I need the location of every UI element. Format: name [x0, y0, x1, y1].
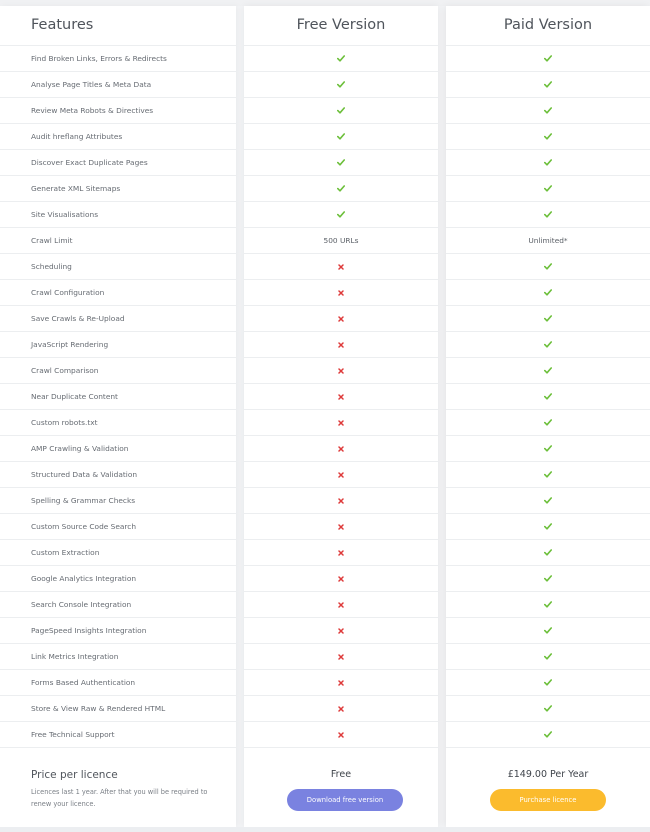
check-icon — [543, 210, 553, 220]
feature-row: Find Broken Links, Errors & Redirects — [0, 46, 236, 72]
paid-crawl-limit-value: Unlimited* — [528, 236, 568, 245]
free-cell — [244, 488, 438, 514]
free-price: Free — [330, 769, 352, 780]
feature-row: Forms Based Authentication — [0, 670, 236, 696]
paid-cell — [446, 124, 650, 150]
free-cell — [244, 566, 438, 592]
download-free-version-button[interactable]: Download free version — [287, 789, 403, 811]
cross-icon — [336, 314, 346, 324]
cross-icon — [336, 600, 346, 610]
check-icon — [543, 652, 553, 662]
check-icon — [543, 470, 553, 480]
check-icon — [543, 158, 553, 168]
check-icon — [543, 704, 553, 714]
pricing-footer-free — [244, 748, 438, 828]
paid-cell — [446, 254, 650, 280]
feature-row: Generate XML Sitemaps — [0, 176, 236, 202]
check-icon — [543, 678, 553, 688]
feature-row: Free Technical Support — [0, 722, 236, 748]
paid-cell — [446, 384, 650, 410]
check-icon — [543, 132, 553, 142]
paid-cell — [446, 488, 650, 514]
check-icon — [336, 210, 346, 220]
free-cell — [244, 462, 438, 488]
cross-icon — [336, 574, 346, 584]
free-cell — [244, 410, 438, 436]
feature-row: Crawl Configuration — [0, 280, 236, 306]
free-cell — [244, 202, 438, 228]
paid-cell — [446, 150, 650, 176]
paid-version-column — [446, 6, 650, 827]
paid-cell — [446, 410, 650, 436]
check-icon — [543, 444, 553, 454]
free-cell — [244, 280, 438, 306]
pricing-footer-features — [0, 748, 236, 828]
feature-row: Review Meta Robots & Directives — [0, 98, 236, 124]
check-icon — [543, 288, 553, 298]
paid-cell — [446, 332, 650, 358]
check-icon — [336, 80, 346, 90]
check-icon — [543, 548, 553, 558]
free-cell — [244, 696, 438, 722]
check-icon — [336, 54, 346, 64]
free-cell — [244, 618, 438, 644]
feature-row: Crawl Limit — [0, 228, 236, 254]
check-icon — [543, 730, 553, 740]
feature-row: Structured Data & Validation — [0, 462, 236, 488]
cross-icon — [336, 340, 346, 350]
free-rows — [244, 46, 438, 748]
paid-cell — [446, 670, 650, 696]
free-cell — [244, 332, 438, 358]
check-icon — [336, 106, 346, 116]
paid-cell — [446, 280, 650, 306]
free-cell — [244, 644, 438, 670]
feature-row: Save Crawls & Re-Upload — [0, 306, 236, 332]
cross-icon — [336, 444, 346, 454]
cross-icon — [336, 262, 346, 272]
paid-cell — [446, 722, 650, 748]
features-header: Features — [0, 6, 236, 46]
free-cell — [244, 176, 438, 202]
free-cell — [244, 670, 438, 696]
features-column — [0, 6, 236, 827]
licence-note: Licences last 1 year. After that you will be required to renew your licence. — [31, 788, 208, 808]
cross-icon — [336, 548, 346, 558]
cross-icon — [336, 626, 346, 636]
cross-icon — [336, 704, 346, 714]
free-cell — [244, 358, 438, 384]
feature-row: AMP Crawling & Validation — [0, 436, 236, 462]
cross-icon — [336, 470, 346, 480]
free-cell — [244, 228, 438, 254]
paid-cell — [446, 176, 650, 202]
check-icon — [543, 366, 553, 376]
check-icon — [543, 54, 553, 64]
paid-cell — [446, 46, 650, 72]
check-icon — [543, 626, 553, 636]
feature-row: JavaScript Rendering — [0, 332, 236, 358]
feature-row: Store & View Raw & Rendered HTML — [0, 696, 236, 722]
free-version-header: Free Version — [244, 6, 438, 46]
purchase-licence-button[interactable]: Purchase licence — [490, 789, 606, 811]
paid-cell — [446, 202, 650, 228]
feature-row: Spelling & Grammar Checks — [0, 488, 236, 514]
pricing-footer-paid — [446, 748, 650, 828]
check-icon — [336, 132, 346, 142]
feature-row: Discover Exact Duplicate Pages — [0, 150, 236, 176]
paid-cell — [446, 618, 650, 644]
free-cell — [244, 592, 438, 618]
check-icon — [336, 158, 346, 168]
cross-icon — [336, 392, 346, 402]
free-crawl-limit-value: 500 URLs — [323, 236, 359, 245]
paid-cell — [446, 436, 650, 462]
feature-row: Analyse Page Titles & Meta Data — [0, 72, 236, 98]
check-icon — [543, 80, 553, 90]
check-icon — [543, 184, 553, 194]
feature-row: PageSpeed Insights Integration — [0, 618, 236, 644]
free-cell — [244, 150, 438, 176]
check-icon — [543, 314, 553, 324]
feature-row: Crawl Comparison — [0, 358, 236, 384]
paid-rows — [446, 46, 650, 748]
feature-row: Scheduling — [0, 254, 236, 280]
bottom-strip — [0, 827, 650, 832]
cross-icon — [336, 366, 346, 376]
free-cell — [244, 722, 438, 748]
paid-cell — [446, 72, 650, 98]
paid-cell — [446, 306, 650, 332]
free-cell — [244, 514, 438, 540]
free-cell — [244, 540, 438, 566]
paid-cell — [446, 462, 650, 488]
cross-icon — [336, 678, 346, 688]
feature-rows — [0, 46, 236, 748]
check-icon — [543, 600, 553, 610]
cross-icon — [336, 418, 346, 428]
check-icon — [543, 574, 553, 584]
free-cell — [244, 254, 438, 280]
paid-price: £149.00 Per Year — [507, 769, 589, 780]
paid-cell — [446, 566, 650, 592]
feature-row: Near Duplicate Content — [0, 384, 236, 410]
check-icon — [543, 522, 553, 532]
feature-row: Custom robots.txt — [0, 410, 236, 436]
cross-icon — [336, 730, 346, 740]
check-icon — [543, 340, 553, 350]
feature-row: Site Visualisations — [0, 202, 236, 228]
free-cell — [244, 98, 438, 124]
check-icon — [543, 262, 553, 272]
feature-row: Search Console Integration — [0, 592, 236, 618]
check-icon — [543, 106, 553, 116]
cross-icon — [336, 288, 346, 298]
cross-icon — [336, 652, 346, 662]
cross-icon — [336, 522, 346, 532]
check-icon — [543, 496, 553, 506]
feature-row: Link Metrics Integration — [0, 644, 236, 670]
free-cell — [244, 306, 438, 332]
feature-row: Google Analytics Integration — [0, 566, 236, 592]
free-cell — [244, 436, 438, 462]
free-version-column — [244, 6, 438, 827]
price-per-licence-title: Price per licence — [31, 769, 118, 781]
check-icon — [336, 184, 346, 194]
feature-row: Audit hreflang Attributes — [0, 124, 236, 150]
feature-row: Custom Source Code Search — [0, 514, 236, 540]
free-cell — [244, 46, 438, 72]
check-icon — [543, 392, 553, 402]
paid-cell — [446, 592, 650, 618]
paid-cell — [446, 514, 650, 540]
feature-row: Custom Extraction — [0, 540, 236, 566]
paid-cell — [446, 358, 650, 384]
paid-cell — [446, 228, 650, 254]
free-cell — [244, 384, 438, 410]
paid-cell — [446, 98, 650, 124]
cross-icon — [336, 496, 346, 506]
paid-cell — [446, 644, 650, 670]
paid-version-header: Paid Version — [446, 6, 650, 46]
check-icon — [543, 418, 553, 428]
paid-cell — [446, 696, 650, 722]
paid-cell — [446, 540, 650, 566]
free-cell — [244, 72, 438, 98]
free-cell — [244, 124, 438, 150]
